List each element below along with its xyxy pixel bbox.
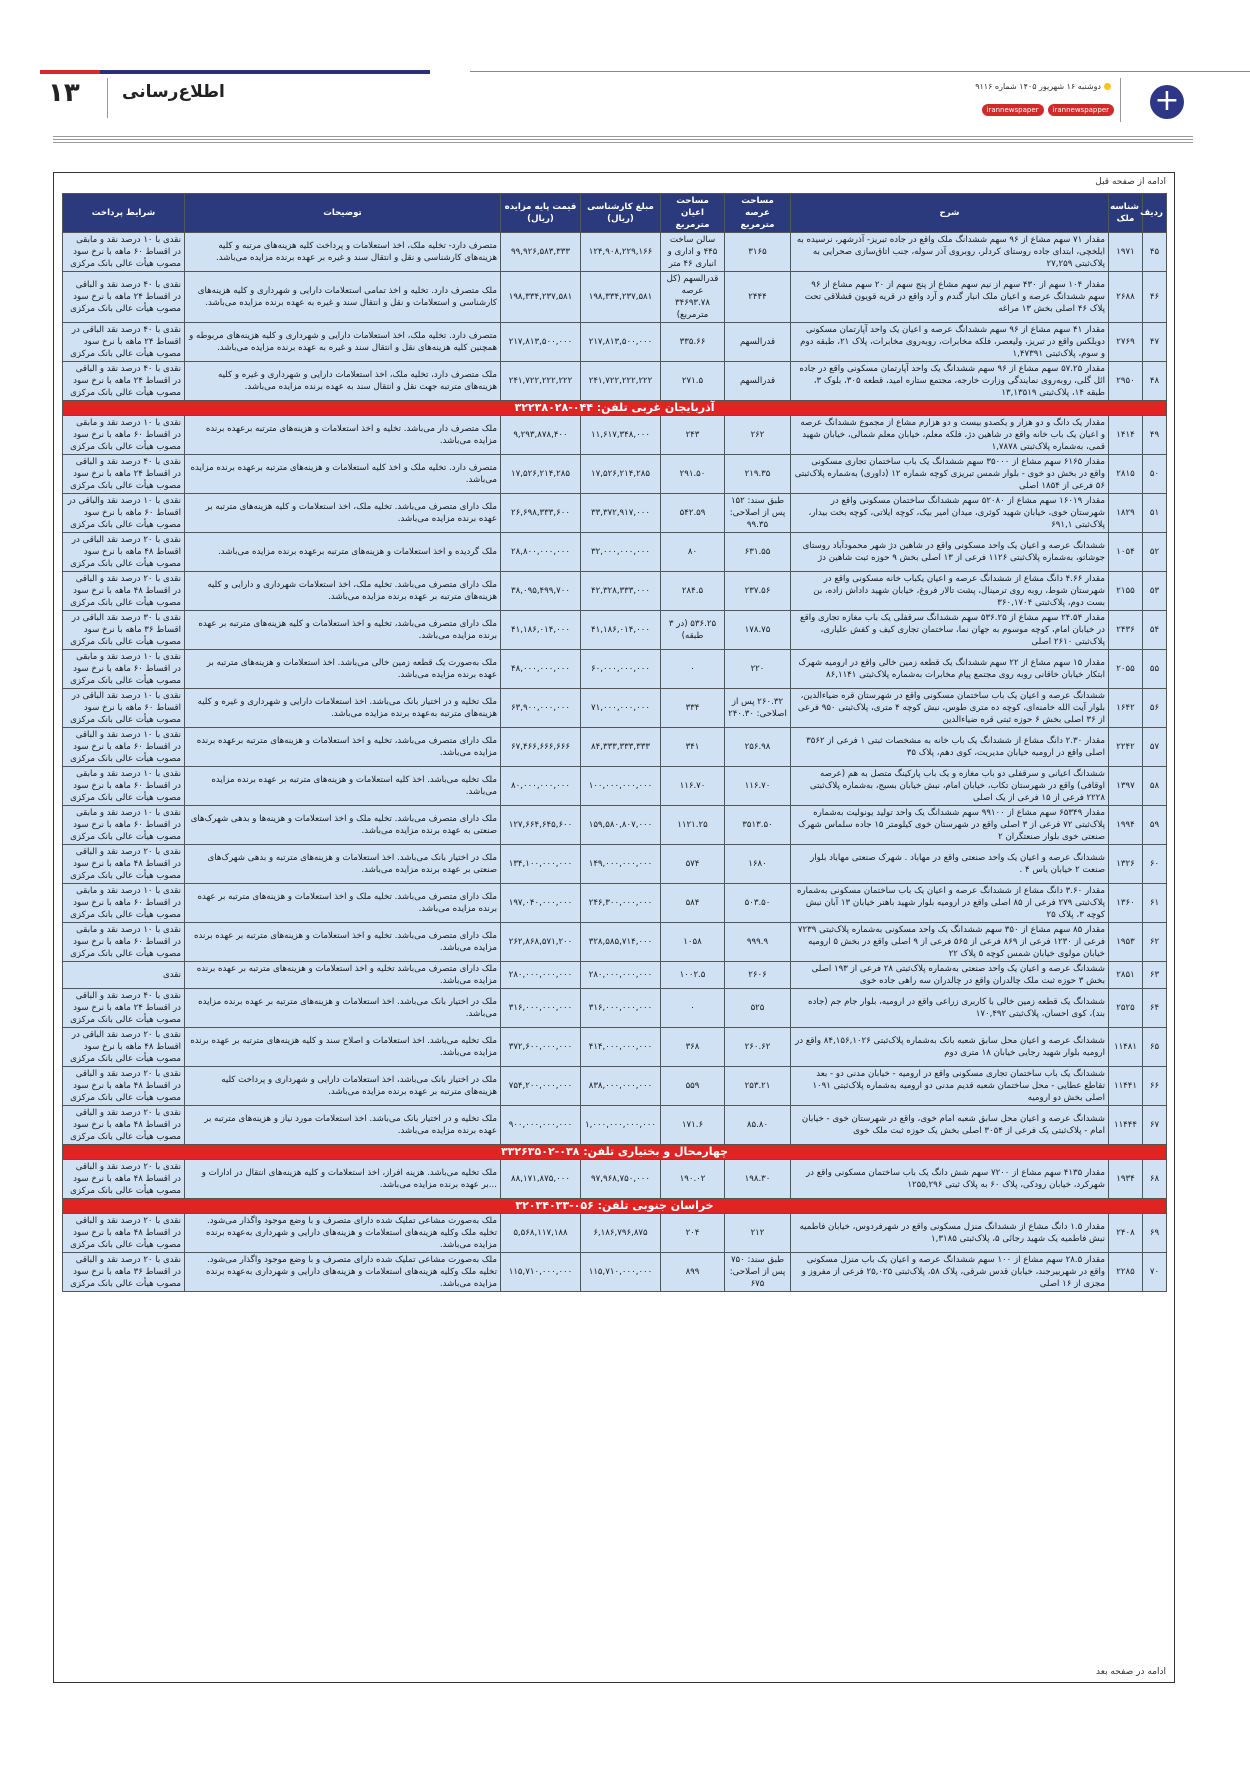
cell-base: ۸۸,۱۷۱,۸۷۵,۰۰۰	[501, 1160, 581, 1199]
cell-pay: نقدی با ۱۰ درصد نقد و الباقی در اقساط ۶۰ ماهه با نرخ سود مصوب هیأت عالی بانک مرکزی	[63, 728, 185, 767]
table-row	[63, 533, 1167, 572]
cell-expert: ۱۱,۶۱۷,۳۴۸,۰۰۰	[581, 416, 661, 455]
table-row	[63, 650, 1167, 689]
cell-pay: نقدی با ۱۰ درصد نقد والباقی در اقساط ۶۰ ماهه با نرخ سود مصوب هیأت عالی بانک مرکزی	[63, 494, 185, 533]
cell-id: ۲۱۵۵	[1109, 572, 1143, 611]
cell-n: ۴۶	[1143, 272, 1167, 323]
column-header: شناسه ملک	[1109, 194, 1143, 233]
cell-expert: ۶,۱۸۶,۷۹۶,۸۷۵	[581, 1214, 661, 1253]
cell-ayan: ۱۱۲۱.۲۵	[661, 806, 725, 845]
cell-id: ۱۱۴۴۱	[1109, 1067, 1143, 1106]
cell-n: ۴۷	[1143, 323, 1167, 362]
cell-desc: مقدار ۶۵۳۴۹ سهم مشاع از ۹۹۱۰۰ سهم ششدانگ یک واحد تولید یونولیت به‌شماره پلاک‌ثبتی ۷۲ فرعی از ۳ اصلی واقع در شهرستان خوی کیلومتر ۱۵ جاده سلماس شهرک صنعتی خوی بلوار صنعتگران ۲	[791, 806, 1109, 845]
cell-desc: مقدار ۵۷.۲۵ سهم مشاع از ۹۶ سهم ششدانگ یک واحد آپارتمان مسکونی واقع در جاده ائل گلی، روبه‌روی نمایندگی وزارت خارجه، مجتمع ستاره امید، قطعه ۳۰۵، بلوک ۳، طبقه ۱۴، پلاک‌ثبتی ۱۳,۱۳۵۱۹	[791, 362, 1109, 401]
column-header: ردیف	[1143, 194, 1167, 233]
cell-notes: متصرف دارد. تخلیه ملک و اخذ کلیه استعلامات و هزینه‌های مترتبه برعهده برنده مزایده می‌باشد.	[185, 455, 501, 494]
cell-pay: نقدی با ۴۰ درصد نقد و الباقی در اقساط ۲۴ ماهه با نرخ سود مصوب هیأت عالی بانک مرکزی	[63, 272, 185, 323]
cell-ayan: ۱۰۵۸	[661, 923, 725, 962]
cell-pay: نقدی با ۲۰ درصد نقد و الباقی در اقساط ۴۸ ماهه با نرخ سود مصوب هیأت عالی بانک مرکزی	[63, 1214, 185, 1253]
table-row	[63, 1253, 1167, 1292]
cell-notes: ملک گردیده و اخذ استعلامات و هزینه‌های مترتبه برعهده برنده مزایده می‌باشد.	[185, 533, 501, 572]
auction-table-frame	[53, 172, 1175, 1683]
cell-notes: ملک در اختیار بانک می‌باشد. اخذ استعلامات و هزینه‌های مترتبه بر عهده برنده مزایده می‌باشد.	[185, 989, 501, 1028]
cell-n: ۶۵	[1143, 1028, 1167, 1067]
cell-n: ۵۹	[1143, 806, 1167, 845]
cell-pay: نقدی با ۱۰ درصد نقد و مابقی در اقساط ۶۰ ماهه با نرخ سود مصوب هیأت عالی بانک مرکزی	[63, 233, 185, 272]
cell-expert: ۲۸۰,۰۰۰,۰۰۰,۰۰۰	[581, 962, 661, 989]
cell-pay: نقدی با ۲۰ درصد نقد الباقی در اقساط ۴۸ ماهه با نرخ سود مصوب هیأت عالی بانک مرکزی	[63, 533, 185, 572]
page-number: ۱۳	[48, 78, 80, 108]
cell-arsa: ۳۱۶۵	[725, 233, 791, 272]
cell-id: ۱۹۳۴	[1109, 1160, 1143, 1199]
cell-id: ۱۳۲۶	[1109, 845, 1143, 884]
cell-ayan: ۱۱۶.۷۰	[661, 767, 725, 806]
cell-arsa: طبق سند: ۱۵۲ پس از اصلاحی: ۹۹.۳۵	[725, 494, 791, 533]
cell-arsa: ۲۶۲	[725, 416, 791, 455]
cell-arsa: ۹۹۹.۹	[725, 923, 791, 962]
cell-n: ۵۳	[1143, 572, 1167, 611]
cell-arsa: ۲۱۲	[725, 1214, 791, 1253]
cell-expert: ۳۳,۳۷۲,۹۱۷,۰۰۰	[581, 494, 661, 533]
table-row	[63, 728, 1167, 767]
cell-ayan: ۳۶۸	[661, 1028, 725, 1067]
cell-base: ۲۸,۸۰۰,۰۰۰,۰۰۰	[501, 533, 581, 572]
cell-base: ۹۹,۹۲۶,۵۸۳,۳۳۳	[501, 233, 581, 272]
instagram-handle[interactable]: irannewspapper	[1048, 104, 1114, 116]
cell-arsa: قدرالسهم	[725, 323, 791, 362]
cell-base: ۲۶۲,۸۶۸,۵۷۱,۲۰۰	[501, 923, 581, 962]
cell-expert: ۳۱۶,۰۰۰,۰۰۰,۰۰۰	[581, 989, 661, 1028]
table-row	[63, 416, 1167, 455]
cell-arsa: ۲۲۰	[725, 650, 791, 689]
column-header: مبلغ کارشناسی (ریال)	[581, 194, 661, 233]
cell-id: ۲۹۵۰	[1109, 362, 1143, 401]
cell-desc: ششدانگ عرصه و اعیان محل سابق شعبه امام خوی، واقع در شهرستان خوی - خیابان امام - پلاک‌ثبتی یک فرعی از ۳۰۵۴ اصلی بخش یک حوزه ثبت ملک خوی	[791, 1106, 1109, 1145]
cell-ayan: سالن ساخت ۴۴۵ و اداری و انباری ۴۶ متر	[661, 233, 725, 272]
cell-desc: مقدار ۷۱ سهم مشاع از ۹۶ سهم ششدانگ ملک واقع در جاده تبریز- آذرشهر، نرسیده به ایلخچی، ابتدای جاده روستای کردلر، روبروی آذر سوله، جنب اتاق‌سازی صحرایی به پلاک‌ثبتی ۲۷,۲۵۹	[791, 233, 1109, 272]
cell-base: ۴۸,۰۰۰,۰۰۰,۰۰۰	[501, 650, 581, 689]
cell-id: ۲۷۶۹	[1109, 323, 1143, 362]
cell-arsa: ۱۷۸.۷۵	[725, 611, 791, 650]
cell-expert: ۲۴۶,۳۰۰,۰۰۰,۰۰۰	[581, 884, 661, 923]
cell-id: ۲۲۸۵	[1109, 1253, 1143, 1292]
cell-pay: نقدی با ۲۰ درصد نقد و الباقی در اقساط ۴۸ ماهه با نرخ سود مصوب هیأت عالی بانک مرکزی	[63, 1067, 185, 1106]
cell-pay: نقدی با ۲۰ درصد نقد و الباقی در اقساط ۳۶ ماهه با نرخ سود مصوب هیأت عالی بانک مرکزی	[63, 1253, 185, 1292]
table-row	[63, 989, 1167, 1028]
cell-ayan: ۱۰۰۲.۵	[661, 962, 725, 989]
cell-pay: نقدی با ۲۰ درصد نقد و الباقی در اقساط ۴۸ ماهه با نرخ سود مصوب هیأت عالی بانک مرکزی	[63, 572, 185, 611]
cell-pay: نقدی با ۱۰ درصد نقد و مابقی در اقساط ۶۰ ماهه با نرخ سود مصوب هیأت عالی بانک مرکزی	[63, 767, 185, 806]
cell-ayan: ۰	[661, 989, 725, 1028]
cell-n: ۵۴	[1143, 611, 1167, 650]
column-header: قیمت پایه مزایده (ریال)	[501, 194, 581, 233]
cell-id: ۲۵۲۵	[1109, 989, 1143, 1028]
cell-notes: ملک دارای متصرف می‌باشد، تخلیه و اخذ استعلامات و کلیه هزینه‌های مترتبه بر عهده برنده مزایده می‌باشد.	[185, 611, 501, 650]
cell-n: ۵۸	[1143, 767, 1167, 806]
cell-arsa: قدرالسهم	[725, 362, 791, 401]
cell-notes: ملک به‌صورت مشاعی تملیک شده دارای متصرف و با وضع موجود واگذار می‌شود. تخلیه ملک وکلیه هزینه‌های استعلامات و هزینه‌های دارایی و شهرداری به‌عهده برنده مزایده می‌باشد.	[185, 1214, 501, 1253]
cell-arsa: ۲۶۰.۶۲	[725, 1028, 791, 1067]
cell-expert: ۱۹۸,۳۳۴,۲۳۷,۵۸۱	[581, 272, 661, 323]
cell-ayan: ۱۹۰.۰۲	[661, 1160, 725, 1199]
cell-notes: ملک در اختیار بانک می‌باشد، اخذ استعلامات دارایی و شهرداری و پرداخت کلیه هزینه‌های مترتبه بر عهده برنده مزایده می‌باشد.	[185, 1067, 501, 1106]
cell-ayan: ۲۴۳	[661, 416, 725, 455]
cell-ayan: ۸۹۹	[661, 1253, 725, 1292]
cell-ayan: ۳۳۴	[661, 689, 725, 728]
cell-notes: ملک دارای متصرف می‌باشد. تخلیه ملک و اخذ استعلامات و هزینه‌ها و بدهی شهرک‌های صنعتی به عهده برنده مزایده می‌باشد.	[185, 806, 501, 845]
cell-desc: مقدار یک دانگ و دو هزار و یکصدو بیست و دو هزارم مشاع از مجموع ششدانگ عرصه و اعیان یک باب خانه واقع در شاهین دژ، فلکه معلم، خیابان معلم شمالی، خیابان شهید قمی، به‌شماره پلاک‌ثبتی ۱,۷۸۷۸	[791, 416, 1109, 455]
cell-notes: ملک دارای متصرف می‌باشد تخلیه و اخذ استعلامات و هزینه‌های مترتبه بر عهده برنده مزایده می‌باشد.	[185, 962, 501, 989]
cell-n: ۶۱	[1143, 884, 1167, 923]
cell-base: ۱۷,۵۲۶,۲۱۴,۲۸۵	[501, 455, 581, 494]
header-rules	[53, 136, 1193, 145]
cell-desc: مقدار ۱۶۰۱۹ سهم مشاع از ۵۲۰۸۰ سهم ششدانگ ساختمان مسکونی واقع در شهرستان خوی، خیابان شهید کوثری، میدان امیر بیک، کوچه ایلاتی، کوچه بخت بیدار، پلاک‌ثبتی ۶۹۱,۱	[791, 494, 1109, 533]
auction-table	[62, 193, 1167, 1292]
cell-ayan: ۳۴۱	[661, 728, 725, 767]
table-row	[63, 845, 1167, 884]
cell-desc: مقدار ۴۱۳۵ سهم مشاع از ۷۲۰۰ سهم شش دانگ یک باب ساختمان مسکونی واقع در شهرکرد، خیابان رودکی، پلاک ۶۰ به پلاک ثبتی ۱۲۵۵,۲۹۶	[791, 1160, 1109, 1199]
cell-ayan: ۲۹۱.۵۰	[661, 455, 725, 494]
cell-ayan: ۰	[661, 650, 725, 689]
province-banner	[63, 1199, 1167, 1214]
plus-logo-icon: +	[1150, 85, 1184, 119]
header-divider-right	[1120, 78, 1121, 122]
cell-desc: مقدار ۱۰۴ سهم از ۴۳۰ سهم از نیم سهم مشاع از پنج سهم از ۲۰ سهم مشاع از ۹۶ سهم ششدانگ عرصه و اعیان ملک انبار گندم و آرد واقع در قریه قویون قشلاقی تحت پلاک ۴۶ اصلی بخش ۱۳ مراغه	[791, 272, 1109, 323]
cell-id: ۲۴۰۸	[1109, 1214, 1143, 1253]
table-row	[63, 1214, 1167, 1253]
cell-notes: ملک دارای متصرف می‌باشد. تخلیه ملک و اخذ استعلامات و هزینه‌های مترتبه بر عهده برنده مزایده می‌باشد.	[185, 884, 501, 923]
cell-base: ۲۴۱,۷۲۲,۲۲۲,۲۲۲	[501, 362, 581, 401]
cell-notes: متصرف دارد. تخلیه ملک، اخذ استعلامات دارایی و شهرداری و کلیه هزینه‌های مربوطه و همچنین کلیه هزینه‌های نقل و انتقال سند و غیره به عهده برنده مزایده می‌باشد.	[185, 323, 501, 362]
cell-expert: ۱,۰۰۰,۰۰۰,۰۰۰,۰۰۰	[581, 1106, 661, 1145]
cell-expert: ۳۲۸,۵۸۵,۷۱۴,۰۰۰	[581, 923, 661, 962]
cell-n: ۶۸	[1143, 1160, 1167, 1199]
cell-desc: ششدانگ یک قطعه زمین خالی با کاربری زراعی واقع در ارومیه، بلوار جام جم (جاده بند)، کوی احسان، پلاک‌ثبتی ۱۷۰,۴۹۲	[791, 989, 1109, 1028]
cell-pay: نقدی با ۴۰ درصد نقد و الباقی در اقساط ۲۴ ماهه با نرخ سود مصوب هیأت عالی بانک مرکزی	[63, 362, 185, 401]
cell-desc: ششدانگ عرصه و اعیان یک واحد صنعتی به‌شماره پلاک‌ثبتی ۲۸ فرعی از ۱۹۳ اصلی بخش ۳ حوزه ثبت ملک چالدران واقع در چالدران سه راهی جاده خوی	[791, 962, 1109, 989]
cell-desc: مقدار ۴۱ سهم مشاع از ۹۶ سهم ششدانگ عرصه و اعیان یک واحد آپارتمان مسکونی دوبلکس واقع در تبریز، ولیعصر، فلکه مخابرات، روبه‌روی مخابرات، پلاک ۲۱، طبقه دوم و سوم، پلاک‌ثبتی ۱,۴۷۳۹۱	[791, 323, 1109, 362]
cell-arsa: ۵۰۳.۵۰	[725, 884, 791, 923]
social-handles	[982, 104, 1115, 116]
cell-n: ۶۲	[1143, 923, 1167, 962]
cell-notes: ملک تخلیه می‌باشد. اخذ استعلامات و اصلاح سند و کلیه هزینه‌های مترتبه بر عهده برنده مزایده می‌باشد.	[185, 1028, 501, 1067]
cell-base: ۴۱,۱۸۶,۰۱۴,۰۰۰	[501, 611, 581, 650]
table-row	[63, 362, 1167, 401]
cell-id: ۲۰۵۵	[1109, 650, 1143, 689]
cell-pay: نقدی با ۱۰ درصد نقد و مابقی در اقساط ۶۰ ماهه با نرخ سود مصوب هیأت عالی بانک مرکزی	[63, 884, 185, 923]
cell-expert: ۹۷,۹۶۸,۷۵۰,۰۰۰	[581, 1160, 661, 1199]
cell-notes: ملک متصرف دار می‌باشد. تخلیه و اخذ استعلامات و هزینه‌های مترتبه برعهده برنده مزایده می‌باشد.	[185, 416, 501, 455]
cell-id: ۲۴۳۶	[1109, 611, 1143, 650]
cell-arsa: ۲۳۷.۵۶	[725, 572, 791, 611]
cell-notes: ملک دارای متصرف می‌باشد، تخلیه و اخذ استعلامات و هزینه‌های مترتبه برعهده برنده مزایده می‌باشد.	[185, 728, 501, 767]
cell-base: ۲۱۷,۸۱۳,۵۰۰,۰۰۰	[501, 323, 581, 362]
cell-n: ۵۵	[1143, 650, 1167, 689]
cell-ayan: ۸۰	[661, 533, 725, 572]
cell-id: ۲۸۱۵	[1109, 455, 1143, 494]
cell-desc: ششدانگ عرصه و اعیان محل سابق شعبه بانک به‌شماره پلاک‌ثبتی ۸۴,۱۵۶,۱۰۲۶ واقع در ارومیه بلوار شهید رجایی خیابان ۱۸ متری دوم	[791, 1028, 1109, 1067]
cell-pay: نقدی با ۲۰ درصد نقد و الباقی در اقساط ۴۸ ماهه با نرخ سود مصوب هیأت عالی بانک مرکزی	[63, 1160, 185, 1199]
cell-n: ۵۶	[1143, 689, 1167, 728]
cell-base: ۳۷۲,۶۰۰,۰۰۰,۰۰۰	[501, 1028, 581, 1067]
cell-notes: ملک تخلیه می‌باشد. هزینه افراز، اخذ استعلامات و کلیه هزینه‌های انتقال در ادارات و ...بر عهده برنده مزایده می‌باشد.	[185, 1160, 501, 1199]
cell-notes: ملک تخلیه و در اختیار بانک می‌باشد. اخذ استعلامات دارایی و شهرداری و غیره و کلیه هزینه‌های مترتبه به‌عهده برنده مزایده می‌باشد.	[185, 689, 501, 728]
cell-expert: ۲۴۱,۷۲۲,۲۲۲,۲۲۲	[581, 362, 661, 401]
cell-arsa: ۲۶۰۶	[725, 962, 791, 989]
cell-id: ۱۳۶۰	[1109, 884, 1143, 923]
cell-desc: مقدار ۴.۶۶ دانگ مشاع از ششدانگ عرصه و اعیان یکباب خانه مسکونی واقع در شهرستان شوط، روبه روی ترمینال، پشت تالار فروغ، خیابان شهید داداش زاده، بن بست دوم، پلاک‌ثبتی ۳۶۰,۱۷۰۴	[791, 572, 1109, 611]
cell-expert: ۱۴۹,۰۰۰,۰۰۰,۰۰۰	[581, 845, 661, 884]
cell-n: ۵۰	[1143, 455, 1167, 494]
cell-notes: متصرف دارد- تخلیه ملک، اخذ استعلامات و پرداخت کلیه هزینه‌های مرتبه و کلیه هزینه‌های کارشناسی و نقل و انتقال سند و غیره بر عهده برنده مزایده می‌باشد.	[185, 233, 501, 272]
cell-expert: ۴۲,۳۲۸,۳۳۳,۰۰۰	[581, 572, 661, 611]
cell-ayan: ۲۰۴	[661, 1214, 725, 1253]
cell-arsa: ۲۵۶.۹۸	[725, 728, 791, 767]
cell-pay: نقدی با ۱۰ درصد نقد و مابقی در اقساط ۶۰ ماهه با نرخ سود مصوب هیأت عالی بانک مرکزی	[63, 923, 185, 962]
cell-n: ۷۰	[1143, 1253, 1167, 1292]
cell-desc: مقدار ۸۵ سهم مشاع از ۳۵۰ سهم ششدانگ یک واحد مسکونی به‌شماره پلاک‌ثبتی ۷۲۳۹ فرعی از ۱۲۳۰ فرعی از ۸۶۹ فرعی از ۵۶۵ فرعی از ۹ اصلی واقع در بخش ۵ ارومیه خیابان مولوی خیابان شمس کوچه ۵ پلاک ۲۲	[791, 923, 1109, 962]
cell-n: ۵۱	[1143, 494, 1167, 533]
table-row	[63, 689, 1167, 728]
continued-to: ادامه در صفحه بعد	[1096, 1667, 1166, 1677]
cell-expert: ۶۰,۰۰۰,۰۰۰,۰۰۰	[581, 650, 661, 689]
cell-notes: ملک متصرف دارد، تخلیه ملک، اخذ استعلامات دارایی و شهرداری و غیره و کلیه هزینه‌های مترتبه جهت نقل و انتقال سند به عهده برنده مزایده می‌باشد.	[185, 362, 501, 401]
cell-desc: ششدانگ یک باب ساختمان تجاری مسکونی واقع در ارومیه - خیابان مدنی دو - بعد تقاطع عطایی - محل ساختمان شعبه قدیم مدنی دو ارومیه به‌شماره پلاک‌ثبتی ۱۰۹۱ اصلی بخش دو ارومیه	[791, 1067, 1109, 1106]
cell-n: ۶۳	[1143, 962, 1167, 989]
cell-ayan: ۲۷۱.۵	[661, 362, 725, 401]
cell-n: ۴۸	[1143, 362, 1167, 401]
cell-ayan: ۵۷۴	[661, 845, 725, 884]
table-row	[63, 323, 1167, 362]
cell-arsa: ۲۶۰.۳۲ پس از اصلاحی: ۲۴۰.۳۰	[725, 689, 791, 728]
table-row	[63, 455, 1167, 494]
cell-notes: ملک دارای متصرف می‌باشد. تخلیه و اخذ استعلامات و هزینه‌های مترتبه بر عهده برنده مزایده می‌باشد.	[185, 923, 501, 962]
column-header: مساحت اعیان مترمربع	[661, 194, 725, 233]
cell-arsa: ۶۳۱.۵۵	[725, 533, 791, 572]
cell-ayan: ۲۸۴.۵	[661, 572, 725, 611]
cell-desc: ششدانگ عرصه و اعیان یک واحد مسکونی واقع در شاهین دژ شهر محمودآباد روستای جوشاتو، به‌شماره پلاک‌ثبتی ۱۱۲۶ فرعی از ۱۳ اصلی بخش ۹ حوزه ثبت شاهین دژ	[791, 533, 1109, 572]
cell-n: ۵۲	[1143, 533, 1167, 572]
cell-arsa: ۱۹۸.۳۰	[725, 1160, 791, 1199]
province-contact: خراسان جنوبی تلفن: ۰۵۶-۳۲۰۳۴۰۳۳	[63, 1199, 1167, 1214]
table-row	[63, 806, 1167, 845]
cell-expert: ۸۴,۳۳۳,۳۳۳,۳۳۳	[581, 728, 661, 767]
cell-id: ۱۱۴۸۱	[1109, 1028, 1143, 1067]
table-row	[63, 1067, 1167, 1106]
province-contact: چهارمحال و بختیاری تلفن: ۰۳۸-۳۳۲۶۳۵۰۲	[63, 1145, 1167, 1160]
cell-arsa: ۲۴۴۴	[725, 272, 791, 323]
cell-expert: ۷۱,۰۰۰,۰۰۰,۰۰۰	[581, 689, 661, 728]
table-row	[63, 494, 1167, 533]
cell-desc: ششدانگ اعیانی و سرقفلی دو باب مغازه و یک باب پارکینگ متصل به هم (عرصه اوقافی) واقع در شهرستان تکاب، خیابان امام، نبش خیابان بسیج، به‌شماره پلاک‌ثبتی ۲۲۲۸ فرعی از ۱۵ فرعی از یک اصلی	[791, 767, 1109, 806]
cell-desc: مقدار ۱۵ سهم مشاع از ۲۲ سهم ششدانگ یک قطعه زمین خالی واقع در ارومیه شهرک ابتکار خیابان خاقانی روبه روی مجتمع پیام مخابرات به‌شماره پلاک‌ثبتی ۸۶,۱۱۴۱	[791, 650, 1109, 689]
cell-n: ۴۹	[1143, 416, 1167, 455]
cell-n: ۴۵	[1143, 233, 1167, 272]
table-row	[63, 1160, 1167, 1199]
cell-pay: نقدی با ۴۰ درصد نقد و الباقی در اقساط ۲۴ ماهه با نرخ سود مصوب هیأت عالی بانک مرکزی	[63, 989, 185, 1028]
cell-ayan: ۵۳۶.۲۵ (در ۳ طبقه)	[661, 611, 725, 650]
cell-base: ۵,۵۶۸,۱۱۷,۱۸۸	[501, 1214, 581, 1253]
cell-desc: مقدار ۶۱۶۵ سهم مشاع از ۳۵۰۰۰ سهم ششدانگ یک باب ساختمان تجاری مسکونی واقع در بخش دو خوی - بلوار شمس تبریزی کوچه شماره ۱۲ (داوری) به‌شماره پلاک‌ثبتی ۵۶ فرعی از ۱۸۵۴ اصلی	[791, 455, 1109, 494]
cell-desc: مقدار ۲.۳۰ دانگ مشاع از ششدانگ یک باب خانه به مشخصات ثبتی ۱ فرعی از ۳۵۶۲ اصلی واقع در ارومیه خیابان مدیریت، کوی دهم، پلاک ۳۵	[791, 728, 1109, 767]
cell-pay: نقدی با ۱۰ درصد نقد و مابقی در اقساط ۶۰ ماهه با نرخ سود مصوب هیأت عالی بانک مرکزی	[63, 650, 185, 689]
cell-arsa: ۲۱۹.۳۵	[725, 455, 791, 494]
cell-expert: ۱۵۹,۵۸۰,۸۰۷,۰۰۰	[581, 806, 661, 845]
telegram-handle[interactable]: irannewspaper	[982, 104, 1044, 116]
cell-expert: ۸۳۸,۰۰۰,۰۰۰,۰۰۰	[581, 1067, 661, 1106]
cell-pay: نقدی با ۴۰ درصد نقد الباقی در اقساط ۲۴ ماهه با نرخ سود مصوب هیأت عالی بانک مرکزی	[63, 323, 185, 362]
cell-id: ۱۰۵۴	[1109, 533, 1143, 572]
column-header: شرایط پرداخت	[63, 194, 185, 233]
cell-base: ۳۱۶,۰۰۰,۰۰۰,۰۰۰	[501, 989, 581, 1028]
cell-id: ۱۹۹۴	[1109, 806, 1143, 845]
column-header: توضیحات	[185, 194, 501, 233]
cell-pay: نقدی با ۱۰ درصد نقد و مابقی در اقساط ۶۰ ماهه با نرخ سود مصوب هیأت عالی بانک مرکزی	[63, 806, 185, 845]
cell-notes: ملک دارای متصرف می‌باشد. تخلیه ملک، اخذ استعلامات و کلیه هزینه‌های مترتبه بر عهده برنده مزایده می‌باشد.	[185, 494, 501, 533]
cell-ayan: ۵۸۴	[661, 884, 725, 923]
column-header: شرح	[791, 194, 1109, 233]
cell-base: ۱۹۸,۳۳۴,۲۳۷,۵۸۱	[501, 272, 581, 323]
cell-base: ۹,۲۹۳,۸۷۸,۴۰۰	[501, 416, 581, 455]
table-row	[63, 233, 1167, 272]
cell-id: ۱۳۹۷	[1109, 767, 1143, 806]
date-line: دوشنبه ۱۶ شهریور ۱۴۰۵ شماره ۹۱۱۶	[975, 82, 1114, 91]
cell-pay: نقدی	[63, 962, 185, 989]
cell-n: ۶۶	[1143, 1067, 1167, 1106]
cell-base: ۶۷,۴۶۶,۶۶۶,۶۶۶	[501, 728, 581, 767]
cell-arsa: ۳۵۱۳.۵۰	[725, 806, 791, 845]
top-rule	[40, 70, 1250, 74]
cell-arsa: ۸۵.۸۰	[725, 1106, 791, 1145]
cell-notes: ملک به‌صورت یک قطعه زمین خالی می‌باشد. اخذ استعلامات و هزینه‌های مترتبه بر عهده برنده مزایده می‌باشد.	[185, 650, 501, 689]
header-divider	[107, 78, 108, 118]
table-row	[63, 611, 1167, 650]
province-contact: آذربایجان غربی تلفن: ۰۴۴-۳۲۲۳۸۰۲۸	[63, 401, 1167, 416]
table-row	[63, 923, 1167, 962]
cell-desc: مقدار ۲۴.۵۴ سهم مشاع از ۵۳۶.۲۵ سهم ششدانگ سرقفلی یک باب مغازه تجاری واقع در خیابان امام، کوچه موسوم به جهان نما، ساختمان تجاری کیف و کفش علیاری، پلاک‌ثبتی ۲۶۱۰ اصلی	[791, 611, 1109, 650]
table-row	[63, 572, 1167, 611]
cell-ayan: ۵۵۹	[661, 1067, 725, 1106]
continued-from: ادامه از صفحه قبل	[1095, 177, 1166, 187]
cell-desc: مقدار ۱.۵ دانگ مشاع از ششدانگ منزل مسکونی واقع در شهرفردوس، خیابان فاطمیه نبش فاطمیه یک شهید رجائی ۵، پلاک‌ثبتی ۱,۳۱۸۵	[791, 1214, 1109, 1253]
province-banner	[63, 401, 1167, 416]
cell-id: ۱۶۴۲	[1109, 689, 1143, 728]
cell-arsa: ۵۲۵	[725, 989, 791, 1028]
cell-pay: نقدی با ۲۰ درصد نقد الباقی در اقساط ۴۸ ماهه با نرخ سود مصوب هیأت عالی بانک مرکزی	[63, 1028, 185, 1067]
cell-expert: ۱۷,۵۲۶,۲۱۴,۲۸۵	[581, 455, 661, 494]
cell-ayan: قدرالسهم (کل عرصه ۳۴۶۹۳.۷۸ مترمربع)	[661, 272, 725, 323]
cell-n: ۶۰	[1143, 845, 1167, 884]
table-row	[63, 1106, 1167, 1145]
cell-n: ۵۷	[1143, 728, 1167, 767]
cell-desc: ششدانگ عرصه و اعیان یک واحد صنعتی واقع در مهاباد . شهرک صنعتی مهاباد بلوار صنعت ۲ خیابان یاس ۴ .	[791, 845, 1109, 884]
cell-desc: ششدانگ عرصه و اعیان یک باب ساختمان مسکونی واقع در شهرستان قره ضیاء‌الدین، بلوار آیت الله خامنه‌ای، کوچه ده متری طوس، نبش کوچه ۴ متری، پلاک‌ثبتی ۹۵۰ فرعی از ۳۶ اصلی بخش ۶ حوزه ثبتی قره ضیاء‌الدین	[791, 689, 1109, 728]
cell-base: ۶۳,۹۰۰,۰۰۰,۰۰۰	[501, 689, 581, 728]
cell-expert: ۱۰۰,۰۰۰,۰۰۰,۰۰۰	[581, 767, 661, 806]
cell-ayan: ۵۴۲.۵۹	[661, 494, 725, 533]
cell-base: ۷۵۴,۲۰۰,۰۰۰,۰۰۰	[501, 1067, 581, 1106]
cell-n: ۶۷	[1143, 1106, 1167, 1145]
cell-pay: نقدی با ۱۰ درصد نقد الباقی در اقساط ۶۰ ماهه با نرخ سود مصوب هیأت عالی بانک مرکزی	[63, 689, 185, 728]
cell-pay: نقدی با ۲۰ درصد نقد و الباقی در اقساط ۴۸ ماهه با نرخ سود مصوب هیأت عالی بانک مرکزی	[63, 845, 185, 884]
cell-expert: ۱۱۵,۷۱۰,۰۰۰,۰۰۰	[581, 1253, 661, 1292]
cell-base: ۱۹۷,۰۴۰,۰۰۰,۰۰۰	[501, 884, 581, 923]
cell-id: ۱۹۷۱	[1109, 233, 1143, 272]
cell-base: ۲۶,۶۹۸,۳۳۳,۶۰۰	[501, 494, 581, 533]
cell-expert: ۳۲,۰۰۰,۰۰۰,۰۰۰	[581, 533, 661, 572]
table-row	[63, 884, 1167, 923]
cell-base: ۱۳۴,۱۰۰,۰۰۰,۰۰۰	[501, 845, 581, 884]
cell-desc: مقدار ۳.۶۰ دانگ مشاع از ششدانگ عرصه و اعیان یک باب ساختمان مسکونی به‌شماره پلاک‌ثبتی ۲۷۹ فرعی از ۸۵ اصلی واقع در ارومیه بلوار شهید باهنر خیابان ۱۳ آبان نبش کوچه ۳، پلاک ۲۵	[791, 884, 1109, 923]
cell-id: ۲۲۴۲	[1109, 728, 1143, 767]
cell-base: ۱۱۵,۷۱۰,۰۰۰,۰۰۰	[501, 1253, 581, 1292]
cell-pay: نقدی با ۴۰ درصد نقد و الباقی در اقساط ۲۴ ماهه با نرخ سود مصوب هیأت عالی بانک مرکزی	[63, 455, 185, 494]
table-row	[63, 962, 1167, 989]
cell-notes: ملک تخلیه می‌باشد. اخذ کلیه استعلامات و هزینه‌های مترتبه بر عهده برنده مزایده می‌باشد.	[185, 767, 501, 806]
cell-arsa: ۱۱۶.۷۰	[725, 767, 791, 806]
cell-id: ۱۸۲۹	[1109, 494, 1143, 533]
column-header: مساحت عرصه مترمربع	[725, 194, 791, 233]
cell-arsa: ۱۶۸۰	[725, 845, 791, 884]
cell-expert: ۴۱,۱۸۶,۰۱۴,۰۰۰	[581, 611, 661, 650]
cell-id: ۱۴۱۴	[1109, 416, 1143, 455]
cell-pay: نقدی با ۱۰ درصد نقد و مابقی در اقساط ۶۰ ماهه با نرخ سود مصوب هیأت عالی بانک مرکزی	[63, 416, 185, 455]
cell-expert: ۴۱۴,۰۰۰,۰۰۰,۰۰۰	[581, 1028, 661, 1067]
cell-id: ۲۶۸۸	[1109, 272, 1143, 323]
cell-pay: نقدی با ۲۰ درصد نقد و الباقی در اقساط ۴۸ ماهه با نرخ سود مصوب هیأت عالی بانک مرکزی	[63, 1106, 185, 1145]
cell-arsa: ۲۵۳.۲۱	[725, 1067, 791, 1106]
cell-n: ۶۹	[1143, 1214, 1167, 1253]
section-title: اطلاع‌رسانی	[122, 82, 225, 102]
cell-desc: مقدار ۲۸.۵ سهم مشاع از ۱۰۰ سهم ششدانگ عرصه و اعیان یک باب منزل مسکونی واقع در شهربیرجند، خیابان قدس شرقی، پلاک ۵۸، پلاک‌ثبتی ۲۵,۰۲۵ فرعی از مفروز و مجزی از ۱۶ اصلی	[791, 1253, 1109, 1292]
cell-base: ۲۸۰,۰۰۰,۰۰۰,۰۰۰	[501, 962, 581, 989]
cell-notes: ملک به‌صورت مشاعی تملیک شده دارای متصرف و با وضع موجود واگذار می‌شود. تخلیه ملک وکلیه هزینه‌های استعلامات و هزینه‌های دارایی و شهرداری به‌عهده برنده مزایده می‌باشد.	[185, 1253, 501, 1292]
cell-notes: ملک تخلیه و در اختیار بانک می‌باشد. اخذ استعلامات مورد نیاز و هزینه‌های مترتبه بر عهده برنده مزایده می‌باشد.	[185, 1106, 501, 1145]
province-banner	[63, 1145, 1167, 1160]
table-row	[63, 1028, 1167, 1067]
cell-n: ۶۴	[1143, 989, 1167, 1028]
cell-id: ۱۱۴۴۴	[1109, 1106, 1143, 1145]
cell-ayan: ۱۷۱.۶	[661, 1106, 725, 1145]
cell-base: ۸۰,۰۰۰,۰۰۰,۰۰۰	[501, 767, 581, 806]
cell-notes: ملک دارای متصرف می‌باشد. تخلیه ملک، اخذ استعلامات شهرداری و دارایی و کلیه هزینه‌های مترتبه بر عهده برنده مزایده می‌باشد.	[185, 572, 501, 611]
cell-base: ۳۸,۰۹۵,۴۹۹,۷۰۰	[501, 572, 581, 611]
cell-pay: نقدی با ۳۰ درصد نقد الباقی در اقساط ۳۶ ماهه با نرخ سود مصوب هیأت عالی بانک مرکزی	[63, 611, 185, 650]
cell-notes: ملک در اختیار بانک می‌باشد. اخذ استعلامات و هزینه‌های مترتبه و بدهی شهرک‌های صنعتی بر عهده برنده مزایده می‌باشد.	[185, 845, 501, 884]
cell-arsa: طبق سند: ۷۵۰ پس از اصلاحی: ۶۷۵	[725, 1253, 791, 1292]
cell-id: ۱۹۵۳	[1109, 923, 1143, 962]
cell-base: ۱۲۷,۶۶۴,۶۴۵,۶۰۰	[501, 806, 581, 845]
cell-ayan: ۳۳۵.۶۶	[661, 323, 725, 362]
table-header	[63, 194, 1167, 233]
cell-expert: ۲۱۷,۸۱۳,۵۰۰,۰۰۰	[581, 323, 661, 362]
cell-base: ۹۰۰,۰۰۰,۰۰۰,۰۰۰	[501, 1106, 581, 1145]
cell-notes: ملک متصرف دارد. تخلیه و اخذ تمامی استعلامات دارایی و شهرداری و کلیه هزینه‌های کارشناسی و استعلامات و نقل و انتقال سند و غیره به عهده برنده مزایده می‌باشد.	[185, 272, 501, 323]
table-row	[63, 767, 1167, 806]
cell-id: ۲۸۵۱	[1109, 962, 1143, 989]
table-row	[63, 272, 1167, 323]
cell-expert: ۱۲۴,۹۰۸,۲۲۹,۱۶۶	[581, 233, 661, 272]
